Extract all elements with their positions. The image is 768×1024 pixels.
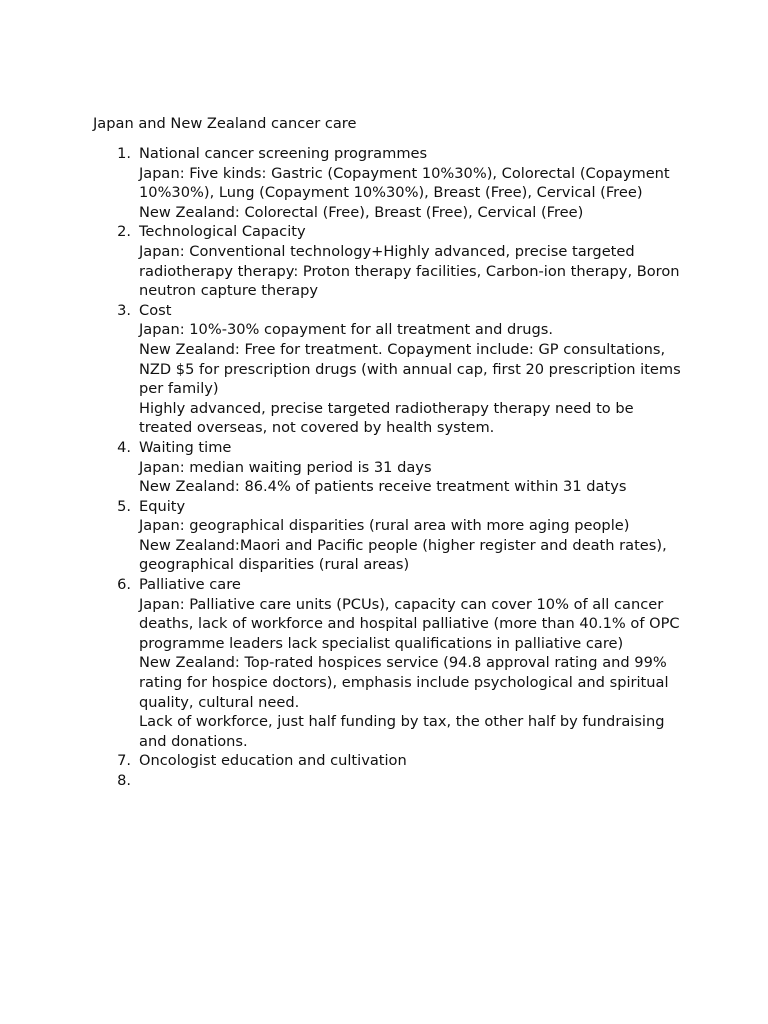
list-item: [93, 301, 683, 438]
list-item-detail: Lack of workforce, just half funding by tax, the other half by fundraising and donations.: [139, 713, 665, 750]
list-item: [93, 771, 683, 791]
list-item-heading: Waiting time: [139, 438, 232, 456]
list-item: [93, 497, 683, 575]
list-item-detail: Highly advanced, precise targeted radiotherapy therapy need to be treated overseas, not covered by health system.: [139, 399, 634, 437]
list-item: [93, 751, 683, 771]
list-item-heading: Cost: [139, 301, 172, 319]
list-item-heading: [139, 771, 683, 791]
list-item-number: 5.: [117, 497, 131, 515]
list-item-number: 2.: [117, 223, 131, 241]
list-item-number: 1.: [117, 145, 131, 162]
list-item-detail: New Zealand: Free for treatment. Copayment include: GP consultations, NZD $5 for prescription drugs (with annual cap, first 20 prescription items per family): [139, 340, 681, 398]
list-item-detail: New Zealand: 86.4% of patients receive treatment within 31 datys: [139, 478, 627, 496]
list-item-number: 4.: [117, 438, 131, 456]
list-item-heading: Technological Capacity: [139, 223, 306, 241]
list-item-detail: Japan: Five kinds: Gastric (Copayment 10%30%), Colorectal (Copayment 10%30%), Lung (Copayment 10%30%), Breast (Free), Cervical (Free): [139, 164, 670, 202]
list-item-number: 3.: [117, 301, 131, 319]
list-item: [93, 222, 683, 300]
list-item-heading: Palliative care: [139, 576, 241, 594]
list-item-heading: Oncologist education and cultivation: [139, 752, 407, 770]
list-item-heading: Equity: [139, 497, 186, 515]
list-item-detail: New Zealand:Maori and Pacific people (higher register and death rates), geographical disparities (rural areas): [139, 536, 667, 574]
document-title: Japan and New Zealand cancer care: [93, 115, 357, 132]
list-item-heading: National cancer screening programmes: [139, 145, 428, 162]
list-item-detail: Japan: Conventional technology+Highly advanced, precise targeted radiotherapy therapy: Proton therapy facilities, Carbon-ion therapy, Boron neutron capture therapy: [139, 242, 680, 300]
list-item-number: 7.: [117, 752, 131, 770]
numbered-list: [93, 144, 683, 791]
list-item-detail: Japan: Palliative care units (PCUs), capacity can cover 10% of all cancer deaths, lack of workforce and hospital palliative (more than 40.1% of OPC programme leaders lack specialist qualifications in palliative care): [139, 595, 680, 652]
list-item-number: 6.: [117, 576, 131, 594]
list-item-detail: Japan: 10%-30% copayment for all treatment and drugs.: [139, 321, 553, 339]
list-item-detail: New Zealand: Top-rated hospices service (94.8 approval rating and 99% rating for hospice doctors), emphasis include psychological and spiritual quality, cultural need.: [139, 654, 669, 711]
list-item-detail: Japan: geographical disparities (rural area with more aging people): [139, 517, 630, 535]
list-item-detail: Japan: median waiting period is 31 days: [139, 458, 432, 476]
list-item: [93, 575, 683, 751]
list-item-number: 8.: [117, 772, 131, 789]
list-item: [93, 438, 683, 497]
list-item: [93, 144, 683, 222]
list-item-detail: New Zealand: Colorectal (Free), Breast (Free), Cervical (Free): [139, 203, 584, 221]
